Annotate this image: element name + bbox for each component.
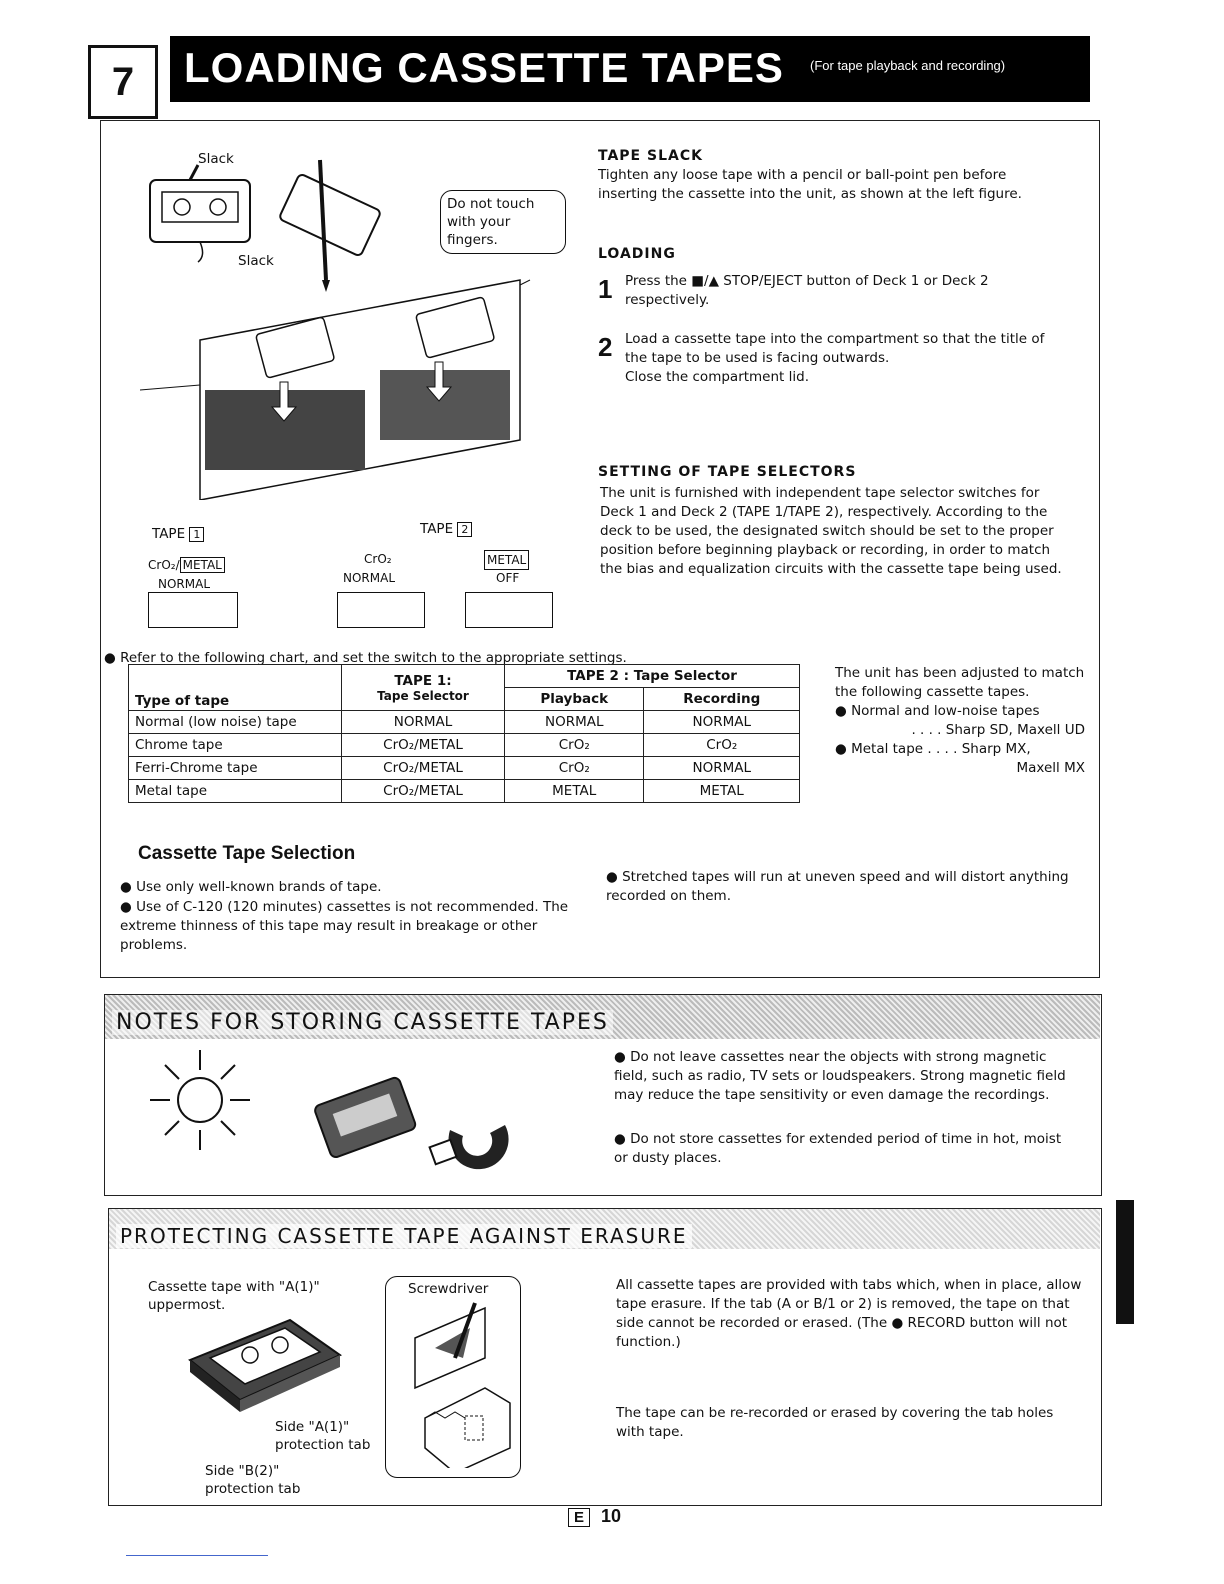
cell-playback: CrO₂ [505,757,644,780]
slack-label-top: Slack [198,151,234,167]
tape-selector-table [128,664,800,803]
selectors-heading: SETTING OF TAPE SELECTORS [598,464,857,480]
side-b-tab-label: Side "B(2)" protection tab [205,1463,301,1497]
cell-type: Ferri-Chrome tape [129,757,342,780]
col-type-of-tape: Type of tape [129,665,342,711]
protecting-paragraph-2: The tape can be re-recorded or erased by covering the tab holes with tape. [616,1405,1054,1440]
page-edge-marker [1116,1200,1134,1324]
do-not-touch-callout [440,190,566,254]
tape1-opt-high-box: METAL [180,557,225,573]
tape2-label-text: TAPE [420,521,454,537]
tape2-cro2: CrO₂ [364,552,392,566]
protecting-heading: PROTECTING CASSETTE TAPE AGAINST ERASURE [116,1224,692,1248]
cell-type: Metal tape [129,780,342,803]
chart-intro: ● Refer to the following chart, and set the switch to the appropriate settings. [104,650,627,666]
footer-page-number: 10 [601,1506,622,1526]
cell-playback: CrO₂ [505,734,644,757]
cell-tape1: CrO₂/METAL [342,757,505,780]
fig-label-uppermost: Cassette tape with "A(1)" uppermost. [148,1279,320,1313]
storing-bullet-1: ● Do not leave cassettes near the objects with strong magnetic field, such as radio, TV sets or loudspeakers. Strong magnetic field may reduce the tape sensitivity or even damage the recordings. [614,1049,1066,1103]
cell-recording: CrO₂ [644,734,800,757]
adjusted-intro: The unit has been adjusted to match the following cassette tapes. [835,665,1085,700]
cell-type: Normal (low noise) tape [129,711,342,734]
page-subtitle: (For tape playback and recording) [810,58,1006,73]
loading-heading: LOADING [598,246,676,262]
storing-bullet-2: ● Do not store cassettes for extended period of time in hot, moist or dusty places. [614,1131,1062,1166]
tape1-label-text: TAPE [152,526,186,542]
adjusted-item2-a: ● Metal tape . . . . Sharp MX, [835,741,1031,757]
col-tape1 [342,665,505,711]
cell-playback: METAL [505,780,644,803]
tape2-label-num: 2 [457,522,472,537]
footer-lang-box: E [568,1508,590,1527]
col-tape2: TAPE 2 : Tape Selector [505,665,800,688]
cell-tape1: CrO₂/METAL [342,734,505,757]
callout-text: Do not touch with your fingers. [447,196,535,248]
selection-bullet-2: ● Use of C-120 (120 minutes) cassettes is not recommended. The extreme thinness of this tape may result in breakage or other problems. [120,899,569,953]
step1-number: 1 [598,274,613,304]
table-row [129,780,800,803]
title-bar [170,36,1090,102]
table-row [129,711,800,734]
selection-heading: Cassette Tape Selection [138,843,356,864]
tape1-opt-high [148,556,225,574]
step2-text [625,330,1067,387]
footer-rule [126,1555,268,1556]
col-playback: Playback [505,688,644,711]
page-title: LOADING CASSETTE TAPES [184,44,784,91]
col-tape1-b: Tape Selector [377,688,469,703]
adjusted-item1-b: . . . . Sharp SD, Maxell UD [911,722,1085,738]
table-header-row-1 [129,665,800,688]
step2-number: 2 [598,332,613,362]
page-footer [568,1506,621,1527]
adjusted-tapes-note [835,664,1085,778]
tape1-opt-low: NORMAL [158,577,211,591]
tape2-switch-box-right [465,592,553,628]
col-tape1-a: TAPE 1: [394,672,452,689]
cell-recording: NORMAL [644,711,800,734]
step2-text-a: Load a cassette tape into the compartment so that the title of the tape to be used is facing outwards. [625,331,1045,366]
screwdriver-label: Screwdriver [408,1281,489,1297]
cell-recording: METAL [644,780,800,803]
tape-slack-text: Tighten any loose tape with a pencil or ball-point pen before inserting the cassette into the unit, as shown at the left figure. [598,167,1022,202]
adjusted-item2-b: Maxell MX [1016,760,1085,776]
col-recording: Recording [644,688,800,711]
sun-magnet-cassette-illustration [150,1045,530,1180]
selection-bullet-1: ● Use only well-known brands of tape. [120,879,382,895]
table-row [129,734,800,757]
slack-label-bottom: Slack [238,253,274,269]
cell-type: Chrome tape [129,734,342,757]
section-number: 7 [88,45,158,119]
step2-text-b: Close the compartment lid. [625,369,809,385]
selectors-text: The unit is furnished with independent tape selector switches for Deck 1 and Deck 2 (TAPE 1/TAPE 2), respectively. According to the deck to be used, the designated switch should be set to the proper position before beginning playback or recording, in order to match the bias and equalization circuits with the cassette tape being used. [600,485,1062,577]
tape2-metal: METAL [484,550,529,570]
storing-heading: NOTES FOR STORING CASSETTE TAPES [112,1010,613,1035]
selection-bullet-3: ● Stretched tapes will run at uneven speed and will distort anything recorded on them. [606,869,1069,904]
side-a-tab-label: Side "A(1)" protection tab [275,1419,371,1453]
tape1-switch-box [148,592,238,628]
cell-recording: NORMAL [644,757,800,780]
screwdriver-icon [395,1298,515,1468]
cell-tape1: CrO₂/METAL [342,780,505,803]
cell-tape1: NORMAL [342,711,505,734]
tape1-opt-high-text: CrO₂/ [148,558,180,572]
table-row [129,757,800,780]
tape2-switch-label [420,520,472,539]
tape-slack-heading: TAPE SLACK [598,148,703,164]
adjusted-item1-a: ● Normal and low-noise tapes [835,703,1040,719]
tape2-off: OFF [496,571,520,585]
tape2-switch-box-left [337,592,425,628]
tape2-normal: NORMAL [343,571,396,585]
cell-playback: NORMAL [505,711,644,734]
tape1-label-num: 1 [189,527,204,542]
step1-text: Press the ■/▲ STOP/EJECT button of Deck 1 or Deck 2 respectively. [625,273,989,308]
protecting-paragraph-1: All cassette tapes are provided with tabs which, when in place, allow tape erasure. If the tab (A or B/1 or 2) is removed, the tape on that side cannot be recorded or erased. (The ● RECORD button will not function.) [616,1277,1082,1350]
cassette-tab-illustration [180,1300,350,1420]
tape1-switch-label [152,525,204,544]
